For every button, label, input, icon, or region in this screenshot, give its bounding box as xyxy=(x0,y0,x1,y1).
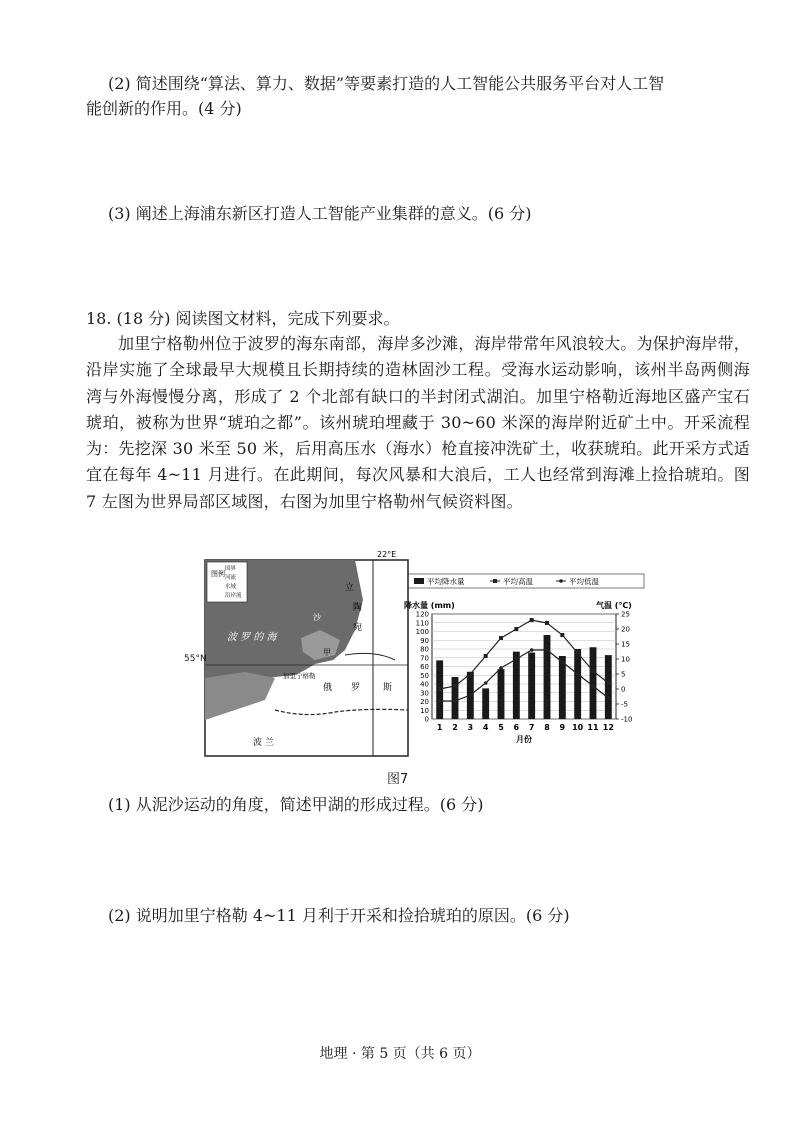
x-tick-label: 11 xyxy=(587,723,599,732)
x-tick-label: 3 xyxy=(467,723,474,732)
high-temp-point xyxy=(545,621,549,625)
figure-caption: 图7 xyxy=(387,772,409,787)
country-lt: 陶 xyxy=(353,603,363,613)
precip-bar xyxy=(590,647,597,719)
high-temp-point xyxy=(514,627,518,631)
country-lt: 立 xyxy=(345,583,355,593)
y-tick-label: 70 xyxy=(420,654,429,663)
y2-tick-label: 10 xyxy=(621,655,630,664)
y-tick-label: 50 xyxy=(420,671,429,680)
precip-bar xyxy=(544,635,551,719)
x-tick-label: 12 xyxy=(602,723,614,732)
country-ru: 斯 xyxy=(383,683,393,693)
high-temp-point xyxy=(530,618,534,622)
map-figure xyxy=(205,550,408,756)
y2-axis-label: 气温 (℃) xyxy=(596,601,632,610)
lat-label: 55°N xyxy=(184,654,207,664)
x-tick-label: 6 xyxy=(513,723,520,732)
legend-swatch-precip xyxy=(414,578,424,584)
high-temp-point xyxy=(560,633,564,637)
q18-part1: (1) 从泥沙运动的角度，简述甲湖的形成过程。(6 分) xyxy=(108,795,484,814)
precip-bar xyxy=(574,649,581,719)
high-temp-point xyxy=(453,684,457,688)
climate-chart xyxy=(404,574,650,754)
y-tick-label: 120 xyxy=(415,610,429,619)
page-footer: 地理 · 第 5 页（共 6 页） xyxy=(319,1046,481,1062)
low-temp-point xyxy=(499,666,503,670)
low-temp-point xyxy=(591,684,595,688)
high-temp-point xyxy=(606,681,610,685)
legend-label: 平均高温 xyxy=(503,577,533,586)
y2-tick-label: 25 xyxy=(621,610,630,619)
y-tick-label: 110 xyxy=(415,619,429,628)
y-tick-label: 100 xyxy=(415,628,429,636)
y2-tick-label: -10 xyxy=(621,715,633,724)
y-tick-label: 30 xyxy=(420,689,429,698)
high-temp-point xyxy=(468,672,472,676)
legend-marker-low xyxy=(559,579,563,583)
q17-part2-line1: (2) 简述围绕“算法、算力、数据”等要素打造的人工智能公共服务平台对人工智 xyxy=(108,74,665,93)
low-temp-point xyxy=(561,660,565,664)
y-tick-label: 80 xyxy=(420,645,429,654)
y-tick-label: 10 xyxy=(420,706,429,715)
q17-part3: (3) 阐述上海浦东新区打造人工智能产业集群的意义。(6 分) xyxy=(108,204,532,223)
y2-tick-label: -5 xyxy=(621,700,628,709)
legend-item: 河流 xyxy=(225,575,237,581)
low-temp-point xyxy=(484,681,488,685)
high-temp-point xyxy=(499,636,503,640)
high-temp-point xyxy=(438,687,442,691)
high-temp-point xyxy=(484,654,488,658)
region-label: 加里宁格勒 xyxy=(283,672,316,680)
q18-heading: 18. (18 分) 阅读图文材料，完成下列要求。 xyxy=(86,309,400,328)
precip-bar xyxy=(528,653,535,720)
q17-part2-line2: 能创新的作用。(4 分) xyxy=(86,99,242,118)
lon-label: 22°E xyxy=(377,550,397,559)
y-tick-label: 40 xyxy=(420,680,429,689)
sand-label: 沙 xyxy=(313,613,321,622)
low-temp-point xyxy=(453,699,457,703)
legend-item: 沿岸流 xyxy=(225,593,242,599)
legend-label: 平均低温 xyxy=(569,577,599,586)
y2-tick-label: 15 xyxy=(621,640,630,649)
precip-bar xyxy=(498,669,505,719)
precip-bar xyxy=(513,652,520,719)
y-axis-label: 降水量 (mm) xyxy=(404,601,455,610)
legend-label: 平均降水量 xyxy=(427,577,465,586)
legend-item: 国界 xyxy=(225,566,237,572)
x-tick-label: 2 xyxy=(452,723,458,732)
x-tick-label: 5 xyxy=(498,723,504,732)
x-axis-label: 月份 xyxy=(516,735,532,744)
legend-title: 图例 xyxy=(211,570,225,578)
q18-material: 加里宁格勒州位于波罗的海东南部，海岸多沙滩，海岸带常年风浪较大。为保护海岸带，沿岸实施了全球最早大规模且长期持续的造林固沙工程。受海水运动影响，该州半岛两侧海湾与外海慢慢分离，形成了 2 个北部有缺口的半封闭式湖泊。加里宁格勒近海地区盛产宝石琥珀，被称为世界“琥珀之都”。该州琥珀埋藏于 30~60 米深的海岸附近矿土中。开采流程为：先挖深 30 米至 50 米，后用高压水（海水）枪直接冲洗矿土，收获琥珀。此开采方式适宜在每年 4~11 月进行。在此期间，每次风暴和大浪后，工人也经常到海滩上捡拾琥珀。图 7 左图为世界局部区域图，右图为加里宁格勒州气候资料图。 xyxy=(86,334,750,511)
precip-bar xyxy=(559,656,566,719)
country-lt: 宛 xyxy=(353,623,363,633)
x-tick-label: 8 xyxy=(544,723,550,732)
precip-bar xyxy=(482,688,489,719)
y2-tick-label: 20 xyxy=(621,625,630,634)
country-pl: 波 兰 xyxy=(253,738,274,748)
precip-bar xyxy=(452,677,459,719)
x-tick-label: 4 xyxy=(482,723,489,732)
low-temp-point xyxy=(545,648,549,652)
y-tick-label: 90 xyxy=(420,636,429,645)
low-temp-point xyxy=(515,657,519,661)
low-temp-point xyxy=(438,699,442,703)
x-tick-label: 7 xyxy=(528,723,535,732)
x-tick-label: 9 xyxy=(559,723,566,732)
y2-tick-label: 0 xyxy=(621,685,626,694)
y2-tick-label: 5 xyxy=(621,670,626,679)
low-temp-point xyxy=(469,693,473,697)
y-tick-label: 20 xyxy=(420,698,429,706)
x-tick-label: 1 xyxy=(436,723,443,732)
lake-label: 甲 xyxy=(323,648,331,657)
legend-marker-high xyxy=(493,579,497,583)
high-temp-point xyxy=(576,651,580,655)
low-temp-point xyxy=(607,696,611,700)
country-ru: 罗 xyxy=(351,683,361,693)
low-temp-point xyxy=(576,672,580,676)
x-tick-label: 10 xyxy=(572,723,584,732)
precip-bar xyxy=(605,655,612,719)
low-temp-point xyxy=(530,648,534,652)
q18-part2: (2) 说明加里宁格勒 4~11 月利于开采和捡拾琥珀的原因。(6 分) xyxy=(108,906,570,925)
high-temp-point xyxy=(591,669,595,673)
country-ru: 俄 xyxy=(323,683,333,693)
legend-item: 水域 xyxy=(225,584,237,590)
sea-label: 波 罗 的 海 xyxy=(227,632,277,643)
y-tick-label: 0 xyxy=(424,715,429,724)
y-tick-label: 60 xyxy=(420,663,429,671)
